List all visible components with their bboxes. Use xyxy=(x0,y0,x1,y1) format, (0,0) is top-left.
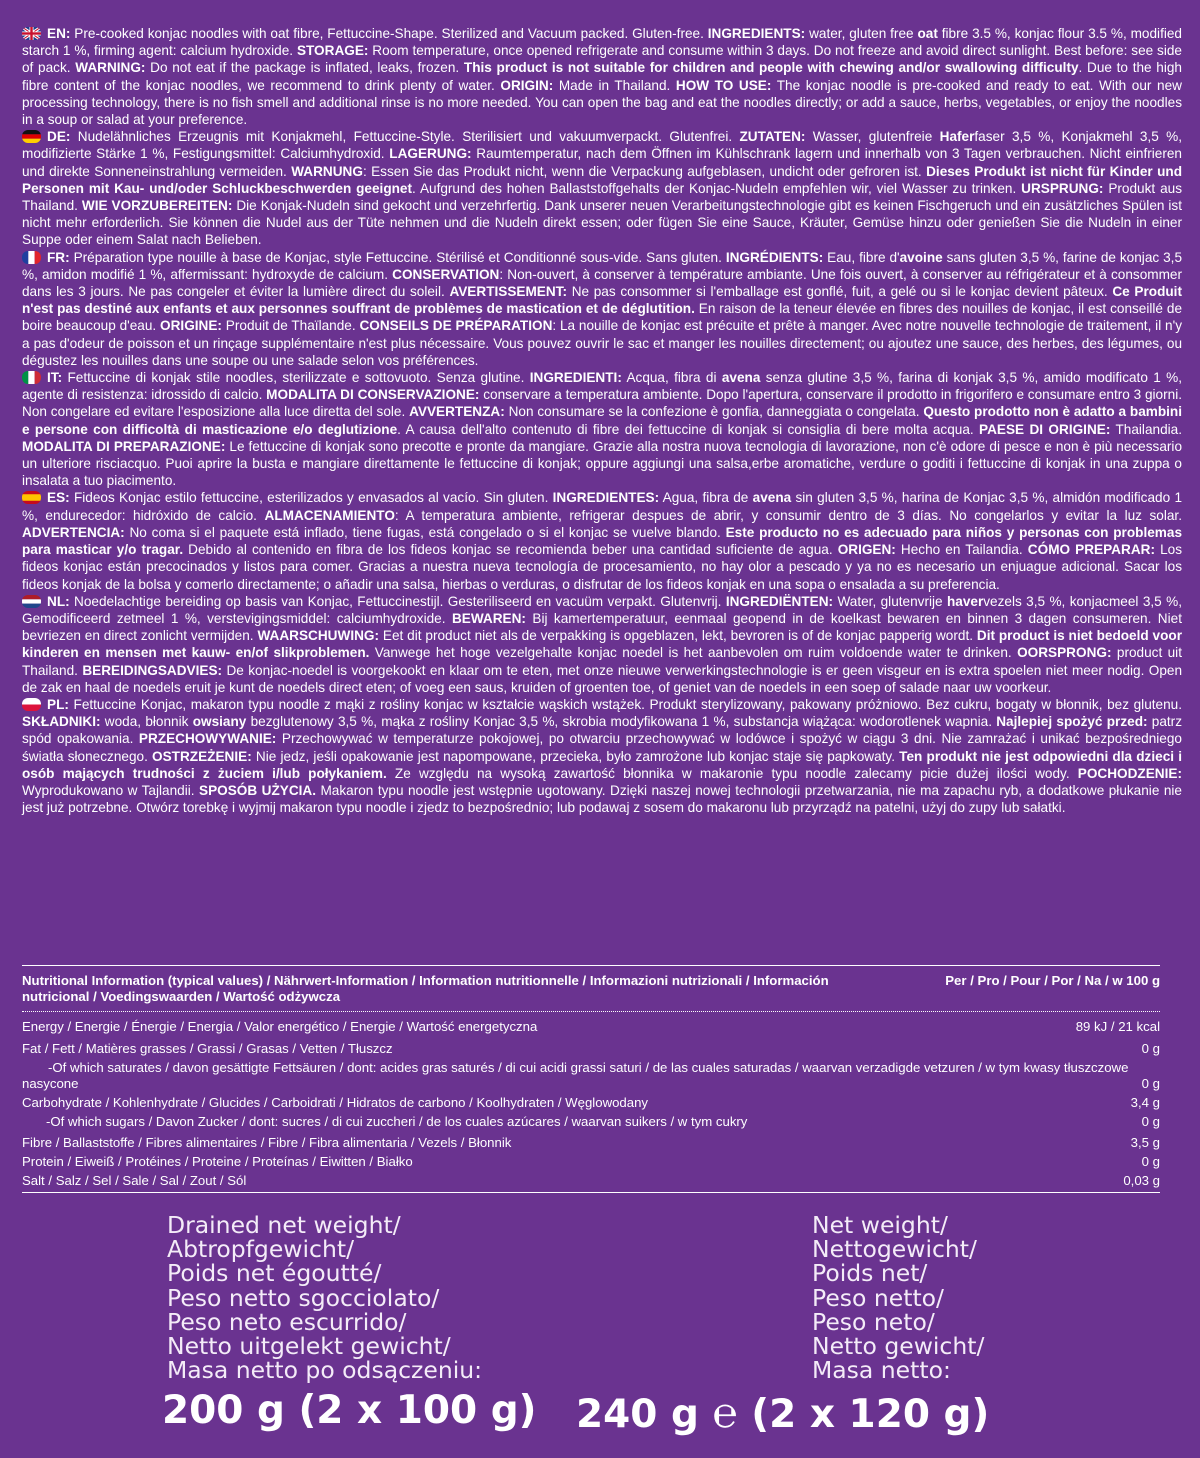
nutrition-row-label: Fat / Fett / Matières grasses / Grassi / Grasas / Vetten / Tłuszcz xyxy=(22,1041,393,1056)
text-run: water, gluten free xyxy=(805,26,918,41)
text-run: Makaron typu noodle jest wstępnie ugotowany. Dzięki naszej nowej technologii przetwarzania, nie ma zapachu ryb, a dodatkowe płukanie nie jest już potrzebne. Otwórz torebkę i wyjmij makaron typu noodle i zjedz to bezpośrednio; lub podawaj z sosem do makaronu lub przyrządź na patelni, użyj do zupy lub sałatki. xyxy=(22,782,1182,816)
text-run: Fettuccine di konjak stile noodles, sterilizzate e sottovuoto. Senza glutine. xyxy=(62,370,530,386)
text-run: product uit Thailand. xyxy=(22,645,1182,678)
text-run: Vanwege het hoge vezelgehalte konjac noedel is het aanbevolen om ruim voldoende water te drinken. xyxy=(369,645,1018,661)
text-run: fibre 3.5 %, konjac flour 3.5 %, modified starch 1 %, firming agent: calcium hydroxide. xyxy=(22,26,1182,59)
nutrition-row-label: Energy / Energie / Énergie / Energia / Valor energético / Energie / Wartość energetyczna xyxy=(22,1019,538,1034)
text-run: Produkt aus Thailand. xyxy=(22,180,1182,214)
bold-text: MODALITA DI PREPARAZIONE: xyxy=(22,438,226,454)
text-run: Room temperature, once opened refrigerate and consume within 3 days. Do not freeze and avoid direct sunlight. Best before: see side of pack. xyxy=(22,43,1182,76)
nutrition-row xyxy=(22,1135,1160,1151)
nutrition-row xyxy=(22,1154,1160,1170)
language-block xyxy=(22,369,1182,489)
bold-text: Dit product is niet bedoeld voor kinderen en mensen met kauw- en/of slikproblemen. xyxy=(22,628,1183,661)
text-run: : Essen Sie das Produkt nicht, wenn die Verpackung aufgeblasen, undicht oder gefroren ist. xyxy=(362,163,927,179)
italy-flag-icon xyxy=(22,371,41,384)
text-run: Eet dit product niet als de verpakking is opgeblazen, lekt, bevroren is of de konjac papperig wordt. xyxy=(379,628,977,644)
bold-text: Este producto no es adecuado para niños y personas con problemas para masticar y/o tragar. xyxy=(22,524,1182,558)
nutrition-row-label: -Of which saturates / davon gesättigte Fettsäuren / dont: acides gras saturés / di cui acidi grassi saturi / de las cuales saturadas / waarvan verzadigde vetzuren / w tym kwasy tłuszczowe nasycone xyxy=(22,1060,1129,1091)
weight-label-line: Poids net/ xyxy=(812,1259,928,1288)
bold-text: WAARSCHUWING: xyxy=(257,628,380,644)
nutrition-rows xyxy=(22,1012,1160,1189)
bold-text: INGREDIENTS: xyxy=(707,26,806,41)
text-run: Fettuccine Konjac, makaron typu noodle z mąki z rośliny konjac w kształcie wąskich wstążek. Produkt sterylizowany, pakowany próżniowo. Bez cukru, bogaty w błonnik, bez glutenu. xyxy=(68,696,1182,712)
language-block xyxy=(22,128,1182,248)
bold-text: STORAGE: xyxy=(296,43,369,59)
bold-text: Ten produkt nie jest odpowiedni dla dzieci i osób mających trudności z żuciem i/lub połykaniem. xyxy=(22,748,1182,781)
bold-text: CONSEILS DE PRÉPARATION xyxy=(359,318,553,334)
bold-text: SKŁADNIKI: xyxy=(22,714,101,730)
text-run: Wasser, glutenfreie xyxy=(805,129,940,145)
netherlands-flag-icon xyxy=(22,595,41,608)
nutrition-row-value: 0 g xyxy=(1141,1041,1160,1056)
nutrition-row xyxy=(22,1041,1160,1057)
language-block xyxy=(22,696,1182,816)
text-run: En raison de la teneur élevée en fibres des nouilles de konjac, il est conseillé de boire beaucoup d'eau. xyxy=(22,301,1182,334)
text-run: Nudelähnliches Erzeugnis mit Konjakmehl, Fettuccine-Style. Sterilisiert und vakuumverpackt. Glutenfrei. xyxy=(70,129,740,145)
multilingual-label-text xyxy=(22,25,1182,816)
bold-text: ORIGEN: xyxy=(837,542,896,558)
bold-text: ZUTATEN: xyxy=(739,129,806,145)
net-weight-labels xyxy=(812,1211,985,1385)
weight-label-line: Peso netto sgocciolato/ xyxy=(167,1283,440,1312)
text-run: patrz spód opakowania. xyxy=(22,714,1183,747)
nutrition-row-label: Fibre / Ballaststoffe / Fibres alimentaires / Fibre / Fibra alimentaria / Vezels / Błonnik xyxy=(22,1135,512,1150)
text-run: . Due to the high fibre content of the konjac noodles, we recommend to drink plenty of water. xyxy=(22,60,1182,93)
poland-flag-icon xyxy=(22,698,41,711)
weight-label-line: Netto gewicht/ xyxy=(812,1332,985,1361)
bold-text: ALMACENAMIENTO xyxy=(264,507,395,523)
bold-text: HOW TO USE: xyxy=(675,77,772,93)
bold-text: OORSPRONG: xyxy=(1017,645,1112,661)
spain-flag-icon xyxy=(22,491,41,504)
bold-text: CÓMO PREPARAR: xyxy=(1027,542,1155,558)
text-run: Ze względu na wysoką zawartość błonnika w makaronie typu noodle zalecamy picie dużej ilości wody. xyxy=(386,765,1078,781)
text-run: : La nouille de konjac est précuite et prête à manger. Avec notre nouvelle technologie de traitement, il n'y a pas d'odeur de poisson et un rinçage supplémentaire n'est plus nécessaire. Vous pouvez ouvrir le sac et manger les nouilles directement; ou ajoutez une sauce, des herbes, des légumes, ou dégustez les nouilles dans une soupe ou une salade selon vos préférences. xyxy=(22,318,1182,368)
weight-label-line: Masa netto po odsączeniu: xyxy=(167,1356,483,1385)
bold-text: EN: xyxy=(47,26,71,41)
bold-text: avoine xyxy=(899,249,943,265)
text-run: Przechowywać w temperaturze pokojowej, po otwarciu przechowywać w lodówce i spożyć w ciągu 3 dni. Nie zamrażać i unikać bezpośredniego światła słonecznego. xyxy=(22,731,1182,764)
bold-text: OSTRZEŻENIE: xyxy=(152,748,252,764)
bold-text: oat xyxy=(917,26,938,41)
bold-text: ORIGIN: xyxy=(500,77,554,93)
bold-text: Dieses Produkt ist nicht für Kinder und Personen mit Kau- und/oder Schluckbeschwerden geeignet xyxy=(22,163,1182,196)
text-run: . A causa dell'alto contenuto di fibre dei fettuccine di konjak si consiglia di bere molta acqua. xyxy=(397,421,980,437)
text-run: De konjac-noedel is voorgekookt en klaar om te eten, met onze nieuwe verwerkingstechnologie is er geen visgeur en is extra spoelen niet meer nodig. Open de zak en haal de noedels eruit je kunt de noedels direct eten; of voeg een saus, kruiden of groenten toe, of geniet van de noedels in een soep of salade naar uw voorkeur. xyxy=(22,662,1183,695)
bold-text: INGREDIËNTEN: xyxy=(725,593,834,609)
text-run: Produit de Thaïlande. xyxy=(221,318,360,334)
drained-weight-value: 200 g (2 x 100 g) xyxy=(162,1388,537,1433)
bold-text: haver xyxy=(946,593,984,609)
weight-label-line: Peso neto escurrido/ xyxy=(167,1307,407,1336)
language-block xyxy=(22,489,1182,592)
nutrition-row xyxy=(22,1095,1160,1111)
nutrition-row-value: 0 g xyxy=(1141,1114,1160,1129)
text-run: Noedelachtige bereiding op basis van Konjac, Fettuccinestijl. Gesteriliseerd en vacuüm verpakt. Glutenvrij. xyxy=(69,593,726,609)
text-run: conservare a temperatura ambiente. Dopo l'apertura, conservare il prodotto in frigorifero e consumare entro 3 giorni. Non congelare ed evitare l'esposizione alla luce diretta del sole. xyxy=(22,387,1182,420)
bold-text: PL: xyxy=(47,696,69,712)
weight-label-line: Drained net weight/ xyxy=(167,1211,401,1239)
weight-label-line: Masa netto: xyxy=(812,1356,951,1385)
bold-text: PAESE DI ORIGINE: xyxy=(979,421,1111,437)
nutrition-row-value: 3,5 g xyxy=(1130,1135,1160,1150)
net-weight-value xyxy=(576,1388,989,1438)
text-run: Water, glutenvrije xyxy=(833,593,947,609)
weight-label-line: Poids net égoutté/ xyxy=(167,1259,382,1288)
text-run: sin gluten 3,5 %, harina de Konjac 3,5 %, almidón modificado 1 %, endurecedor: hidróxido de calcio. xyxy=(22,490,1183,523)
drained-weight-labels xyxy=(167,1211,483,1385)
bold-text: AVVERTENZA: xyxy=(409,404,505,420)
nutrition-header-title: Nutritional Information (typical values) / Nährwert-Information / Information nutritionnelle / Informazioni nutrizionali / Información nutricional / Voedingswaarden / Wartość odżywcza xyxy=(22,973,829,1004)
bold-text: AVERTISSEMENT: xyxy=(449,284,568,300)
weight-label-line: Nettogewicht/ xyxy=(812,1235,977,1264)
text-run: Raumtemperatur, nach dem Öffnen im Kühlschrank lagern und innerhalb von 3 Tagen verbrauchen. Nicht einfrieren und direkte Sonneneinstrahlung vermeiden. xyxy=(22,146,1182,179)
bold-text: owsiany xyxy=(192,714,247,730)
bold-text: ORIGINE: xyxy=(160,318,222,334)
weight-label-line: Net weight/ xyxy=(812,1211,948,1239)
text-run: : A temperatura ambiente, refrigerar despues de abrir, y consumir dentro de 3 días. No congelarlos y evitar la luz solar. xyxy=(394,507,1182,523)
france-flag-icon xyxy=(22,251,41,264)
nutrition-row-value: 0,03 g xyxy=(1123,1173,1160,1188)
language-block xyxy=(22,593,1182,696)
text-run: Fideos Konjac estilo fettuccine, esterilizados y envasados al vacío. Sin gluten. xyxy=(69,490,553,506)
bold-text: Najlepiej spożyć przed: xyxy=(996,714,1148,730)
bold-text: INGREDIENTI: xyxy=(529,370,622,386)
text-run: Bij kamertemperatuur, eenmaal geopend in de koelkast bewaren en binnen 3 dagen consumeren. Niet bevriezen en direct zonlicht vermijden. xyxy=(22,610,1182,644)
bold-text: avena xyxy=(752,490,792,506)
nutrition-row-label: -Of which sugars / Davon Zucker / dont: sucres / di cui zuccheri / de los cuales azúcares / waarvan suikers / w tym cukry xyxy=(46,1114,748,1129)
text-run: Thailandia. xyxy=(1110,421,1182,437)
bold-text: POCHODZENIE: xyxy=(1077,765,1182,781)
text-run: Hecho en Tailandia. xyxy=(895,542,1028,558)
bold-text: Questo prodotto non è adatto a bambini e persone con difficoltà di masticazione e/o deglutizione xyxy=(22,404,1182,437)
nutrition-row-value: 89 kJ / 21 kcal xyxy=(1075,1019,1160,1034)
bold-text: ADVERTENCIA: xyxy=(22,524,125,540)
nutrition-row-label: Salt / Salz / Sel / Sale / Sal / Zout / Sól xyxy=(22,1173,247,1188)
text-run: Non consumare se la confezione è gonfia, danneggiata o congelata. xyxy=(504,404,924,420)
nutrition-row-value: 0 g xyxy=(1141,1076,1160,1091)
text-run: Nie jedz, jeśli opakowanie jest napompowane, przecieka, było zamrożone lub konjac staje się papkowaty. xyxy=(251,748,900,764)
text-run: Wyprodukowano w Tajlandii. xyxy=(22,782,199,798)
text-run: No coma si el paquete está inflado, tiene fugas, está congelado o si el konjac se vuelve blando. xyxy=(124,524,726,540)
bold-text: NL: xyxy=(47,593,70,609)
text-run: Eau, fibre d' xyxy=(823,249,900,265)
nutrition-header-per: Per / Pro / Pour / Por / Na / w 100 g xyxy=(945,973,1160,988)
bold-text: CONSERVATION xyxy=(392,266,500,282)
language-block xyxy=(22,25,1182,128)
text-run: . Aufgrund des hohen Ballaststoffgehalts der Konjac-Nudeln empfehlen wir, viel Wasser zu trinken. xyxy=(412,180,1022,196)
nutrition-row xyxy=(22,1060,1160,1092)
net-weight-amount: 240 g xyxy=(576,1392,699,1437)
text-run: Préparation type nouille à base de Konjac, style Fettuccine. Stérilisé et Conditionné sous-vide. Sans gluten. xyxy=(69,249,726,265)
text-run: Die Konjak-Nudeln sind gekocht und verzehrfertig. Dank unserer neuen Verarbeitungstechnologie gibt es keinen Fischgeruch und ein zusätzliches Spülen ist nicht mehr erforderlich. Sie können die Nudel aus der Tüte nehmen und die Nudeln direkt essen; oder fügen Sie eine Sauce, Kräuter, Gemüse hinzu oder genießen Sie die Nudeln in einer Suppe oder einem Salat nach Belieben. xyxy=(22,198,1182,248)
nutrition-header xyxy=(22,966,1160,1011)
text-run: faser 3,5 %, Konjakmehl 3,5 %, modifizierte Stärke 1 %, Festigungsmittel: Calciumhydroxid. xyxy=(22,129,1183,162)
uk-flag-icon xyxy=(22,27,41,40)
nutrition-row xyxy=(22,1114,1160,1130)
text-run: Le fettuccine di konjak sono precotte e pronte da mangiare. Grazie alla nostra nuova tecnologia di lavorazione, non c'è odore di pesce e non è più necessario un ulteriore risciacquo. Puoi aprire la busta e mangiare direttamente le fettuccine di konjak; oppure aggiungi una salsa,erbe aromatiche, verdure o goditi i fettuccine di konjak in una zuppa o insalata a tuo piacimento. xyxy=(22,438,1183,489)
germany-flag-icon xyxy=(22,130,41,143)
text-run: Los fideos konjac están precocinados y listos para comer. Gracias a nuestra nueva tecnología de procesamiento, no hay olor a pescado y ya no es necesario un enjuague adicional. Sacar los fideos konjak de la bolsa y comerlo directamente; o añadir una salsa, hierbas o verduras, o disfrutar de los fideos konjak en una sopa o ensalada a su preferencia. xyxy=(22,542,1182,592)
text-run: Ne pas consommer si l'emballage est gonflé, fuit, a gelé ou si le konjac devient pâteux. xyxy=(567,284,1113,300)
weight-label-line: Peso netto/ xyxy=(812,1283,944,1312)
text-run: The konjac noodle is pre-cooked and ready to eat. With our new processing technology, there is no fish smell and additional rinse is no more needed. You can open the bag and eat the noodles directly; or add a sauce, herbs, vegetables, or enjoy the noodles in a soup or salad at your preference. xyxy=(22,77,1182,128)
bold-text: INGRÉDIENTS: xyxy=(725,249,824,265)
text-run: Do not eat if the package is inflated, leaks, frozen. xyxy=(145,60,464,76)
text-run: woda, błonnik xyxy=(100,714,193,730)
nutrition-table xyxy=(22,965,1160,1193)
bold-text: Hafer xyxy=(939,129,975,145)
text-run: sans gluten 3,5 %, farine de konjac 3,5 %, amidon modifié 1 %, affermissant: hydroxyde de calcium. xyxy=(22,249,1183,282)
nutrition-row-label: Protein / Eiweiß / Protéines / Proteine / Proteínas / Eiwitten / Białko xyxy=(22,1154,413,1169)
bold-text: URSPRUNG: xyxy=(1021,180,1104,196)
weight-label-line: Netto uitgelekt gewicht/ xyxy=(167,1332,451,1361)
bold-text: DE: xyxy=(47,129,71,145)
bold-text: WIE VORZUBEREITEN: xyxy=(81,198,233,214)
bold-text: MODALITA DI CONSERVAZIONE: xyxy=(266,387,480,403)
bold-text: PRZECHOWYWANIE: xyxy=(138,731,277,747)
bold-text: WARNUNG xyxy=(291,163,363,179)
language-block xyxy=(22,249,1182,369)
bold-text: INGREDIENTES: xyxy=(552,490,660,506)
text-run: bezglutenowy 3,5 %, mąka z rośliny Konjac 3,5 %, skrobia modyfikowana 1 %, substancja wiążąca: wodorotlenek wapnia. xyxy=(246,714,997,730)
net-weight-breakdown: (2 x 120 g) xyxy=(751,1392,990,1437)
nutrition-row xyxy=(22,1019,1160,1035)
bold-text: This product is not suitable for children and people with chewing and/or swallowing difficulty xyxy=(463,60,1079,76)
text-run: Debido al contenido en fibra de los fideos konjac se recomienda beber una cantidad suficiente de agua. xyxy=(183,542,838,558)
bold-text: avena xyxy=(721,370,761,386)
weight-label-line: Abtropfgewicht/ xyxy=(167,1235,354,1264)
text-run: Made in Thailand. xyxy=(553,77,676,93)
bold-text: LAGERUNG: xyxy=(389,146,472,162)
bold-text: Ce Produit n'est pas destiné aux enfants et aux personnes souffrant de problèmes de mastication et de déglutition. xyxy=(22,284,1182,317)
nutrition-row-value: 3,4 g xyxy=(1130,1095,1160,1110)
bold-text: SPOSÓB UŻYCIA. xyxy=(199,782,317,798)
nutrition-row-value: 0 g xyxy=(1141,1154,1160,1169)
nutrition-bottom-rule xyxy=(22,1192,1160,1193)
text-run: senza glutine 3,5 %, farina di konjak 3,5 %, amido modificato 1 %, agente di resistenza: idrossido di calcio. xyxy=(22,370,1183,403)
nutrition-row xyxy=(22,1173,1160,1189)
nutrition-row-label: Carbohydrate / Kohlenhydrate / Glucides / Carboidrati / Hidratos de carbono / Koolhydraten / Węglowodany xyxy=(22,1095,649,1110)
bold-text: BEWAREN: xyxy=(451,610,526,626)
text-run: Pre-cooked konjac noodles with oat fibre, Fettuccine-Shape. Sterilized and Vacuum packed. Gluten-free. xyxy=(70,26,708,41)
text-run: Agua, fibra de xyxy=(659,490,753,506)
bold-text: IT: xyxy=(47,370,63,386)
estimated-sign-icon: ℮ xyxy=(712,1388,738,1437)
bold-text: FR: xyxy=(47,249,70,265)
text-run: Acqua, fibra di xyxy=(621,370,722,386)
bold-text: ES: xyxy=(47,490,70,506)
bold-text: BEREIDINGSADVIES: xyxy=(82,662,223,678)
text-run: : Non-ouvert, à conserver à température ambiante. Une fois ouvert, à conserver au réfrigérateur et à consommer dans les 3 jours. Ne pas congeler et éviter la lumière direct du soleil. xyxy=(22,266,1182,300)
weight-label-line: Peso neto/ xyxy=(812,1307,935,1336)
bold-text: WARNING: xyxy=(75,60,146,76)
text-run: vezels 3,5 %, konjacmeel 3,5 %, Gemodificeerd zetmeel 1 %, verstevigingsmiddel: calciumhydroxide. xyxy=(22,593,1182,626)
